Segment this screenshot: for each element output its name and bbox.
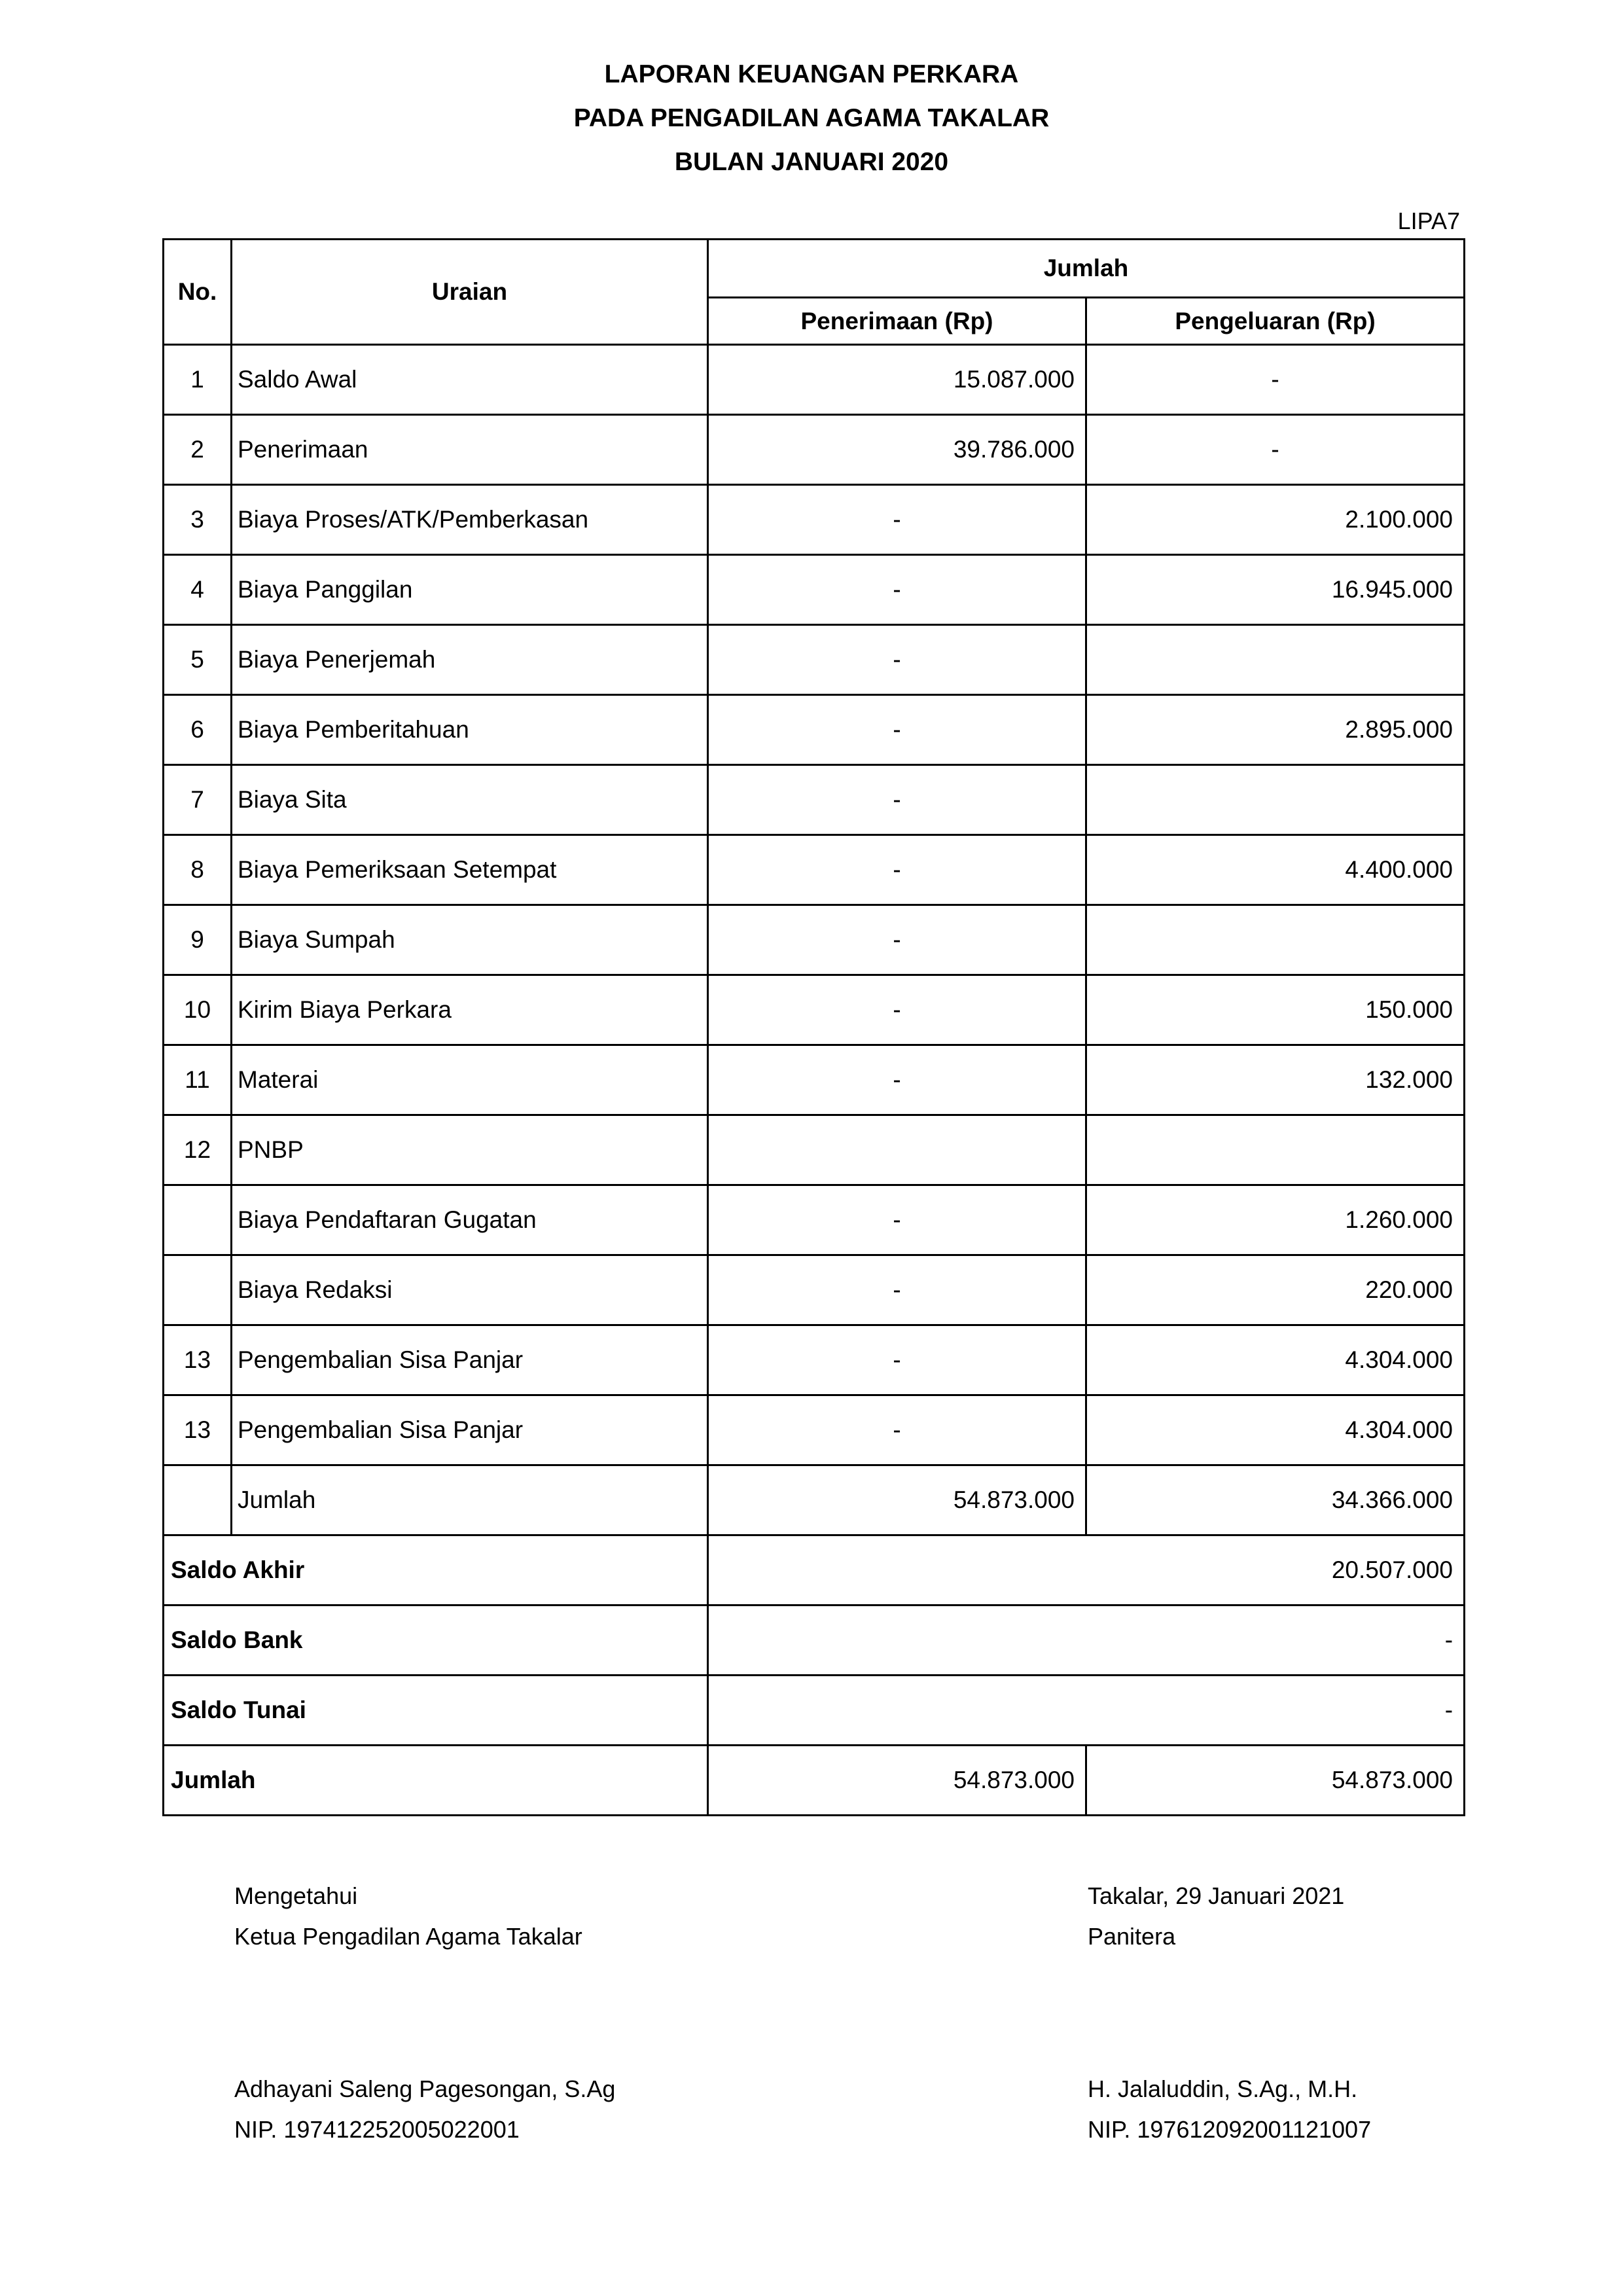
table-row — [164, 1045, 1465, 1115]
table-row — [164, 555, 1465, 625]
row-pengeluaran: 2.895.000 — [1086, 695, 1465, 765]
saldo-tunai-label: Saldo Tunai — [164, 1676, 708, 1746]
title-line-2: PADA PENGADILAN AGAMA TAKALAR — [573, 104, 1050, 132]
row-pengeluaran: 220.000 — [1086, 1255, 1465, 1325]
table-header-row — [164, 240, 1465, 298]
row-pengeluaran: 4.400.000 — [1086, 835, 1465, 905]
row-penerimaan: - — [708, 625, 1086, 695]
row-penerimaan — [708, 1115, 1086, 1185]
left-know-label: Mengetahui — [234, 1882, 358, 1909]
grand-total-in: 54.873.000 — [708, 1746, 1086, 1816]
row-description: Pengembalian Sisa Panjar — [232, 1325, 708, 1395]
saldo-bank-label: Saldo Bank — [164, 1605, 708, 1676]
row-description: Biaya Redaksi — [232, 1255, 708, 1325]
signature-left-name-block — [234, 2069, 615, 2150]
row-pengeluaran: - — [1086, 345, 1465, 415]
header-penerimaan: Penerimaan (Rp) — [708, 298, 1086, 345]
row-number: 2 — [164, 415, 232, 485]
row-number: 7 — [164, 765, 232, 835]
header-jumlah: Jumlah — [708, 240, 1465, 298]
saldo-bank-value: - — [708, 1605, 1465, 1676]
header-pengeluaran: Pengeluaran (Rp) — [1086, 298, 1465, 345]
row-number: 11 — [164, 1045, 232, 1115]
row-penerimaan: - — [708, 1255, 1086, 1325]
right-nip: NIP. 197612092001121007 — [1088, 2116, 1372, 2143]
row-description: Biaya Pendaftaran Gugatan — [232, 1185, 708, 1255]
row-penerimaan: - — [708, 1325, 1086, 1395]
row-number — [164, 1465, 232, 1535]
table-row — [164, 1395, 1465, 1465]
row-number: 8 — [164, 835, 232, 905]
row-number: 1 — [164, 345, 232, 415]
row-penerimaan: 15.087.000 — [708, 345, 1086, 415]
row-penerimaan: - — [708, 835, 1086, 905]
left-position: Ketua Pengadilan Agama Takalar — [234, 1923, 582, 1950]
table-row — [164, 905, 1465, 975]
table-row — [164, 1325, 1465, 1395]
saldo-akhir-value: 20.507.000 — [708, 1535, 1465, 1605]
table-row — [164, 415, 1465, 485]
row-description: Biaya Sumpah — [232, 905, 708, 975]
row-description: PNBP — [232, 1115, 708, 1185]
row-penerimaan: - — [708, 555, 1086, 625]
saldo-bank-row — [164, 1605, 1465, 1676]
row-number: 13 — [164, 1395, 232, 1465]
row-pengeluaran — [1086, 625, 1465, 695]
row-penerimaan: - — [708, 975, 1086, 1045]
row-penerimaan: - — [708, 1395, 1086, 1465]
row-description: Kirim Biaya Perkara — [232, 975, 708, 1045]
row-description: Biaya Pemberitahuan — [232, 695, 708, 765]
row-pengeluaran: 132.000 — [1086, 1045, 1465, 1115]
signature-left-heading — [234, 1876, 582, 1957]
signature-right-name-block — [1088, 2069, 1371, 2150]
row-penerimaan: 54.873.000 — [708, 1465, 1086, 1535]
title-line-3: BULAN JANUARI 2020 — [674, 148, 949, 176]
row-pengeluaran: 34.366.000 — [1086, 1465, 1465, 1535]
table-row — [164, 835, 1465, 905]
table-row — [164, 695, 1465, 765]
table-row — [164, 1465, 1465, 1535]
table-row — [164, 765, 1465, 835]
row-pengeluaran: 2.100.000 — [1086, 485, 1465, 555]
row-penerimaan: - — [708, 765, 1086, 835]
row-description: Biaya Panggilan — [232, 555, 708, 625]
grand-total-row — [164, 1746, 1465, 1816]
left-name: Adhayani Saleng Pagesongan, S.Ag — [234, 2075, 616, 2102]
row-number: 3 — [164, 485, 232, 555]
row-description: Materai — [232, 1045, 708, 1115]
row-number: 13 — [164, 1325, 232, 1395]
row-penerimaan: - — [708, 905, 1086, 975]
right-position: Panitera — [1088, 1923, 1176, 1950]
row-number — [164, 1255, 232, 1325]
table-row — [164, 485, 1465, 555]
right-place-date: Takalar, 29 Januari 2021 — [1088, 1882, 1345, 1909]
row-penerimaan: 39.786.000 — [708, 415, 1086, 485]
row-description: Jumlah — [232, 1465, 708, 1535]
row-pengeluaran: 150.000 — [1086, 975, 1465, 1045]
row-number: 9 — [164, 905, 232, 975]
title-line-1: LAPORAN KEUANGAN PERKARA — [604, 60, 1019, 88]
row-pengeluaran: 4.304.000 — [1086, 1395, 1465, 1465]
row-description: Biaya Pemeriksaan Setempat — [232, 835, 708, 905]
grand-total-out: 54.873.000 — [1086, 1746, 1465, 1816]
left-nip: NIP. 197412252005022001 — [234, 2116, 520, 2143]
saldo-tunai-value: - — [708, 1676, 1465, 1746]
table-row — [164, 1115, 1465, 1185]
form-code: LIPA7 — [1397, 207, 1460, 234]
row-pengeluaran — [1086, 765, 1465, 835]
row-penerimaan: - — [708, 1045, 1086, 1115]
row-pengeluaran — [1086, 905, 1465, 975]
header-no: No. — [164, 240, 232, 345]
row-number: 5 — [164, 625, 232, 695]
financial-table — [162, 238, 1465, 1816]
row-description: Biaya Proses/ATK/Pemberkasan — [232, 485, 708, 555]
row-number: 4 — [164, 555, 232, 625]
row-penerimaan: - — [708, 1185, 1086, 1255]
row-description: Biaya Sita — [232, 765, 708, 835]
signature-right-heading — [1088, 1876, 1344, 1957]
row-number: 6 — [164, 695, 232, 765]
row-pengeluaran — [1086, 1115, 1465, 1185]
row-pengeluaran: 16.945.000 — [1086, 555, 1465, 625]
table-row — [164, 975, 1465, 1045]
row-penerimaan: - — [708, 485, 1086, 555]
row-number: 10 — [164, 975, 232, 1045]
row-pengeluaran: 4.304.000 — [1086, 1325, 1465, 1395]
row-description: Biaya Penerjemah — [232, 625, 708, 695]
right-name: H. Jalaluddin, S.Ag., M.H. — [1088, 2075, 1358, 2102]
row-description: Pengembalian Sisa Panjar — [232, 1395, 708, 1465]
report-title — [0, 52, 1623, 184]
table-row — [164, 345, 1465, 415]
row-number — [164, 1185, 232, 1255]
grand-total-label: Jumlah — [164, 1746, 708, 1816]
header-uraian: Uraian — [232, 240, 708, 345]
table-row — [164, 1185, 1465, 1255]
table-row — [164, 625, 1465, 695]
row-description: Saldo Awal — [232, 345, 708, 415]
row-penerimaan: - — [708, 695, 1086, 765]
table-row — [164, 1255, 1465, 1325]
saldo-akhir-row — [164, 1535, 1465, 1605]
row-description: Penerimaan — [232, 415, 708, 485]
saldo-tunai-row — [164, 1676, 1465, 1746]
row-number: 12 — [164, 1115, 232, 1185]
row-pengeluaran: - — [1086, 415, 1465, 485]
saldo-akhir-label: Saldo Akhir — [164, 1535, 708, 1605]
row-pengeluaran: 1.260.000 — [1086, 1185, 1465, 1255]
